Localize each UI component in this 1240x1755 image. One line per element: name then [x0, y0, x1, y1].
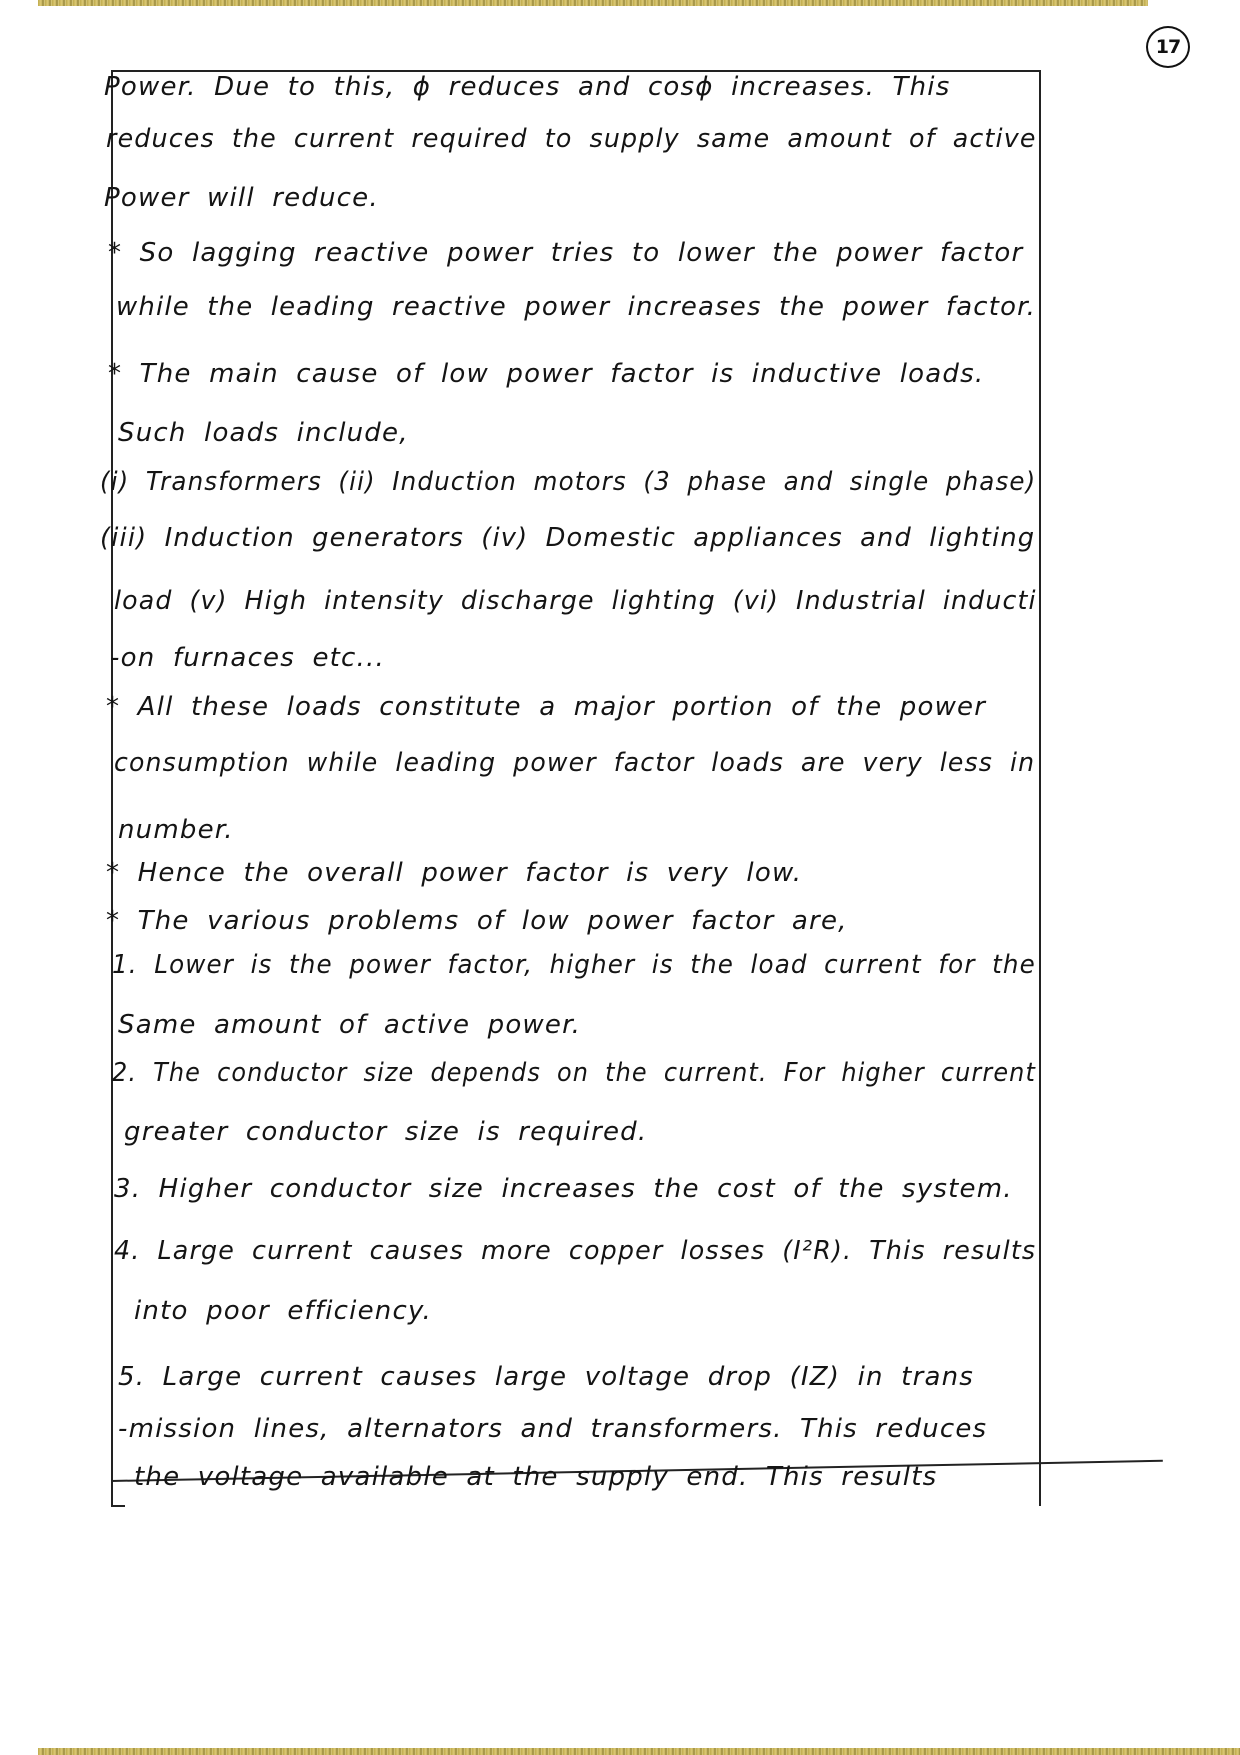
- note-line: * The various problems of low power factor are,: [106, 906, 848, 936]
- notes-border-left-extension: [111, 1480, 113, 1507]
- page-bottom-edge: [38, 1748, 1240, 1755]
- note-line: number.: [118, 815, 234, 845]
- note-line: * All these loads constitute a major portion of the power: [106, 692, 987, 722]
- note-line: load (v) High intensity discharge lighting (vi) Industrial inducti: [114, 586, 1037, 616]
- note-line: greater conductor size is required.: [124, 1117, 648, 1147]
- notes-border-box: [111, 70, 1041, 1506]
- note-line: 2. The conductor size depends on the current. For higher current: [112, 1058, 1036, 1088]
- note-line: 4. Large current causes more copper losses (I²R). This results: [114, 1236, 1037, 1266]
- note-line: -on furnaces etc...: [110, 643, 385, 673]
- note-line: Same amount of active power.: [118, 1010, 582, 1040]
- note-line: Power will reduce.: [104, 183, 379, 213]
- note-line: 5. Large current causes large voltage drop (IZ) in trans: [118, 1362, 975, 1392]
- note-line: -mission lines, alternators and transformers. This reduces: [118, 1414, 988, 1444]
- note-line: (iii) Induction generators (iv) Domestic appliances and lighting: [100, 523, 1036, 553]
- note-line: into poor efficiency.: [134, 1296, 432, 1326]
- note-line: consumption while leading power factor loads are very less in: [114, 748, 1036, 778]
- note-line: Such loads include,: [118, 418, 409, 448]
- note-line: * So lagging reactive power tries to lower the power factor: [108, 238, 1024, 268]
- page-number-badge: [1146, 26, 1190, 68]
- note-line: (i) Transformers (ii) Induction motors (3 phase and single phase): [100, 467, 1037, 497]
- note-line: * Hence the overall power factor is very low.: [106, 858, 803, 888]
- note-line: 1. Lower is the power factor, higher is the load current for the: [112, 950, 1036, 980]
- notes-border-bottom-corner: [111, 1505, 125, 1507]
- note-line: reduces the current required to supply same amount of active: [106, 124, 1037, 154]
- note-line: 3. Higher conductor size increases the cost of the system.: [114, 1174, 1013, 1204]
- note-line: while the leading reactive power increases the power factor.: [116, 292, 1037, 322]
- page-number: 17: [1155, 36, 1181, 58]
- page-top-edge: [38, 0, 1148, 6]
- note-line: Power. Due to this, ϕ reduces and cosϕ increases. This: [104, 72, 951, 102]
- note-line: the voltage available at the supply end. This results: [134, 1462, 938, 1492]
- note-line: * The main cause of low power factor is inductive loads.: [108, 359, 985, 389]
